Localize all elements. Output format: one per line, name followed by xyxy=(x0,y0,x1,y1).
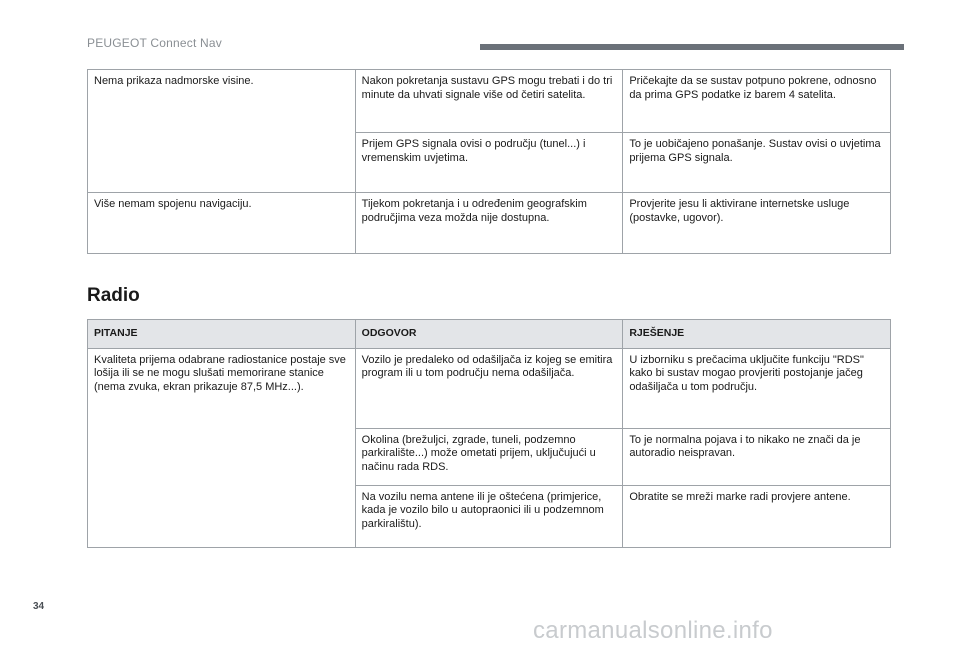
column-header-answer: ODGOVOR xyxy=(355,320,623,349)
page-number: 34 xyxy=(33,601,45,612)
section-title-radio: Radio xyxy=(87,285,140,306)
solution-cell: Pričekajte da se sustav potpuno pokrene, odnosno da prima GPS podatke iz barem 4 satelita. xyxy=(623,70,891,133)
solution-cell: Obratite se mreži marke radi provjere antene. xyxy=(623,485,891,547)
question-cell: Kvaliteta prijema odabrane radiostanice postaje sve lošija ili se ne mogu slušati memorirane stanice (nema zvuka, ekran prikazuje 87,5 MHz...). xyxy=(88,348,356,547)
gps-troubleshooting-table xyxy=(87,69,891,254)
radio-troubleshooting-table xyxy=(87,319,891,548)
answer-cell: Nakon pokretanja sustavu GPS mogu trebati i do tri minute da uhvati signale više od četiri satelita. xyxy=(355,70,623,133)
document-header-title: PEUGEOT Connect Nav xyxy=(87,36,222,50)
solution-cell: To je normalna pojava i to nikako ne znači da je autoradio neispravan. xyxy=(623,428,891,485)
solution-cell: U izborniku s prečacima uključite funkciju "RDS" kako bi sustav mogao provjeriti postojanje jačeg odašiljača u tom području. xyxy=(623,348,891,428)
table-row xyxy=(88,193,891,254)
answer-cell: Okolina (brežuljci, zgrade, tuneli, podzemno parkiralište...) može ometati prijem, uključujući u načinu rada RDS. xyxy=(355,428,623,485)
column-header-solution: RJEŠENJE xyxy=(623,320,891,349)
solution-cell: To je uobičajeno ponašanje. Sustav ovisi o uvjetima prijema GPS signala. xyxy=(623,133,891,193)
table-row xyxy=(88,348,891,428)
question-cell: Nema prikaza nadmorske visine. xyxy=(88,70,356,193)
table-header-row xyxy=(88,320,891,349)
question-cell: Više nemam spojenu navigaciju. xyxy=(88,193,356,254)
watermark: carmanualsonline.info xyxy=(533,617,773,644)
answer-cell: Prijem GPS signala ovisi o području (tunel...) i vremenskim uvjetima. xyxy=(355,133,623,193)
header-decorative-bar xyxy=(480,44,904,50)
column-header-question: PITANJE xyxy=(88,320,356,349)
answer-cell: Tijekom pokretanja i u određenim geografskim područjima veza možda nije dostupna. xyxy=(355,193,623,254)
answer-cell: Na vozilu nema antene ili je oštećena (primjerice, kada je vozilo bilo u autopraonici ili u podzemnom parkiralištu). xyxy=(355,485,623,547)
table-row xyxy=(88,70,891,133)
answer-cell: Vozilo je predaleko od odašiljača iz kojeg se emitira program ili u tom području nema odašiljača. xyxy=(355,348,623,428)
solution-cell: Provjerite jesu li aktivirane internetske usluge (postavke, ugovor). xyxy=(623,193,891,254)
